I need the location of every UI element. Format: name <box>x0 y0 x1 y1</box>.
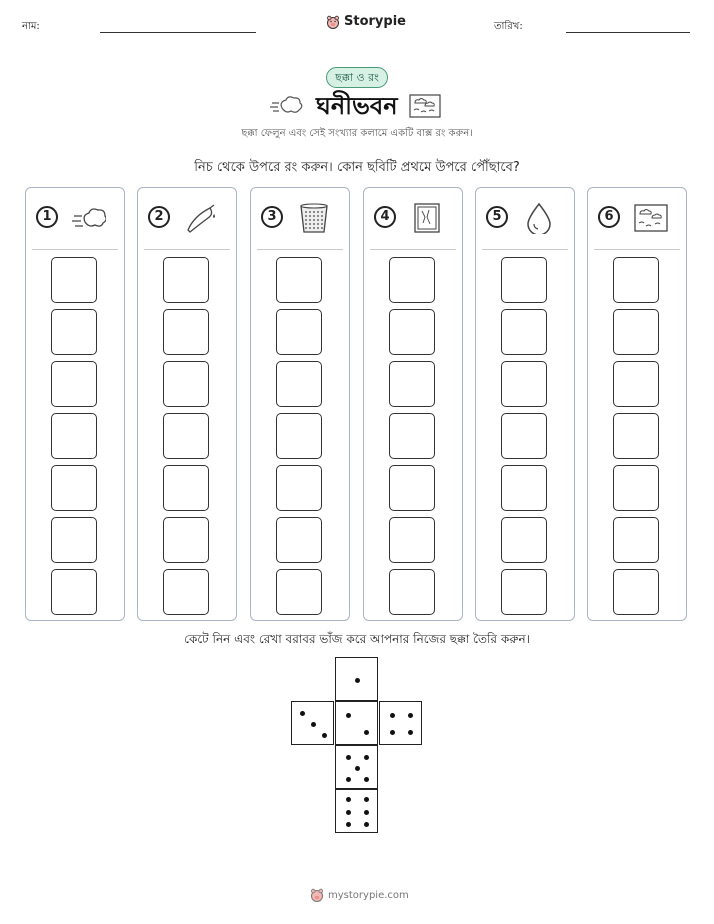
footer-url[interactable]: mystorypie.com <box>328 889 409 901</box>
column-divider <box>257 249 343 250</box>
color-box[interactable] <box>389 361 435 407</box>
color-box[interactable] <box>276 465 322 511</box>
die-pip <box>364 810 369 815</box>
die-pip <box>346 797 351 802</box>
question: নিচ থেকে উপরে রং করুন। কোন ছবিটি প্রথমে উপরে পৌঁছাবে? <box>194 160 520 175</box>
column-3 <box>250 187 350 621</box>
color-box[interactable] <box>276 309 322 355</box>
column-number: 5 <box>486 206 508 228</box>
die-pip <box>346 755 351 760</box>
name-line[interactable] <box>100 32 256 33</box>
badge-wrap <box>0 66 714 85</box>
color-box[interactable] <box>501 257 547 303</box>
die-pip <box>355 678 360 683</box>
color-box[interactable] <box>51 413 97 459</box>
die-pip <box>346 822 351 827</box>
column-divider <box>144 249 230 250</box>
color-box[interactable] <box>501 569 547 615</box>
die-pip <box>408 713 413 718</box>
color-box[interactable] <box>163 569 209 615</box>
column-number: 2 <box>148 206 170 228</box>
page-title: ঘনীভবন <box>316 92 398 120</box>
leaf-drop-icon <box>184 202 218 234</box>
color-box[interactable] <box>163 361 209 407</box>
name-label: নাম: <box>22 21 40 32</box>
color-box[interactable] <box>389 517 435 563</box>
color-box[interactable] <box>163 309 209 355</box>
die-pip <box>390 713 395 718</box>
color-box[interactable] <box>613 361 659 407</box>
color-box[interactable] <box>276 413 322 459</box>
date-label: তারিখ: <box>494 21 523 32</box>
color-box[interactable] <box>51 569 97 615</box>
color-box[interactable] <box>276 517 322 563</box>
clouds-card-icon <box>408 93 442 119</box>
water-drop-icon <box>522 202 556 234</box>
die-pip <box>300 711 305 716</box>
column-number: 1 <box>36 206 58 228</box>
column-divider <box>482 249 568 250</box>
column-divider <box>370 249 456 250</box>
die-pip <box>364 797 369 802</box>
cold-glass-icon <box>297 202 331 234</box>
column-6 <box>587 187 687 621</box>
color-box[interactable] <box>613 517 659 563</box>
die-pip <box>311 722 316 727</box>
color-box[interactable] <box>276 569 322 615</box>
column-number: 6 <box>598 206 620 228</box>
die-face-6 <box>335 789 378 833</box>
color-box[interactable] <box>51 309 97 355</box>
color-box[interactable] <box>389 309 435 355</box>
clouds-card-icon <box>634 202 668 234</box>
color-box[interactable] <box>51 465 97 511</box>
die-pip <box>322 733 327 738</box>
color-box[interactable] <box>613 257 659 303</box>
color-box[interactable] <box>163 257 209 303</box>
pig-icon <box>326 15 340 29</box>
color-box[interactable] <box>163 413 209 459</box>
dice-color-badge: ছক্কা ও রং <box>326 67 388 88</box>
die-face-5 <box>335 745 378 789</box>
color-box[interactable] <box>163 465 209 511</box>
column-number: 4 <box>374 206 396 228</box>
color-box[interactable] <box>163 517 209 563</box>
color-box[interactable] <box>613 413 659 459</box>
color-box[interactable] <box>501 413 547 459</box>
color-box[interactable] <box>613 465 659 511</box>
column-4 <box>363 187 463 621</box>
color-box[interactable] <box>501 465 547 511</box>
color-box[interactable] <box>389 413 435 459</box>
die-pip <box>364 755 369 760</box>
die-face-1 <box>335 657 378 701</box>
pig-icon <box>310 888 324 902</box>
footer <box>310 888 409 902</box>
die-pip <box>390 730 395 735</box>
column-2 <box>137 187 237 621</box>
column-1 <box>25 187 125 621</box>
die-pip <box>355 766 360 771</box>
color-box[interactable] <box>51 517 97 563</box>
die-pip <box>346 713 351 718</box>
color-box[interactable] <box>501 309 547 355</box>
foggy-window-icon <box>410 202 444 234</box>
die-pip <box>346 777 351 782</box>
die-pip <box>408 730 413 735</box>
steam-icon <box>270 94 304 116</box>
die-pip <box>364 730 369 735</box>
color-box[interactable] <box>276 257 322 303</box>
die-pip <box>364 822 369 827</box>
die-face-3 <box>291 701 334 745</box>
color-box[interactable] <box>501 517 547 563</box>
brand-logo <box>326 14 406 29</box>
column-5 <box>475 187 575 621</box>
color-box[interactable] <box>389 465 435 511</box>
color-box[interactable] <box>613 309 659 355</box>
die-face-2 <box>335 701 378 745</box>
color-box[interactable] <box>51 361 97 407</box>
color-box[interactable] <box>613 569 659 615</box>
brand-name: Storypie <box>344 14 406 29</box>
cut-instructions: কেটে নিন এবং রেখা বরাবর ভাঁজ করে আপনার নিজের ছক্কা তৈরি করুন। <box>184 632 530 646</box>
steam-cloud-icon <box>72 202 106 234</box>
column-divider <box>594 249 680 250</box>
color-box[interactable] <box>51 257 97 303</box>
die-face-4 <box>379 701 422 745</box>
color-box[interactable] <box>276 361 322 407</box>
column-number: 3 <box>261 206 283 228</box>
die-pip <box>364 777 369 782</box>
die-pip <box>346 810 351 815</box>
color-box[interactable] <box>389 257 435 303</box>
color-box[interactable] <box>501 361 547 407</box>
column-divider <box>32 249 118 250</box>
date-line[interactable] <box>566 32 690 33</box>
color-box[interactable] <box>389 569 435 615</box>
subtitle: ছক্কা ফেলুন এবং সেই সংখ্যার কলামে একটি বাক্স রং করুন। <box>241 128 473 139</box>
